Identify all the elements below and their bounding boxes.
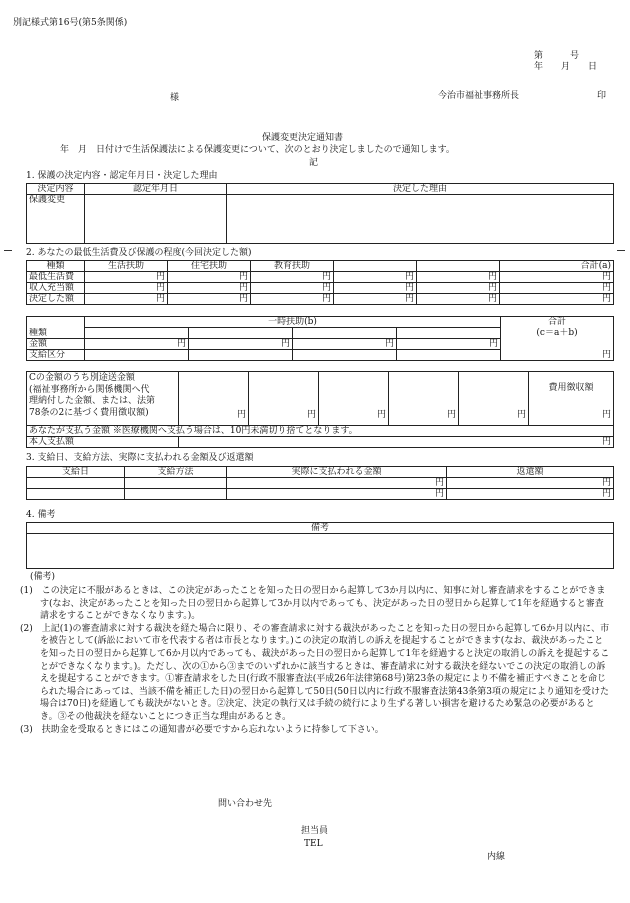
table-row: 収入充当額 円 円 円 円 円 円 (27, 283, 614, 294)
reason-header: 決定した理由 (227, 184, 614, 195)
contact-tel: TEL (304, 839, 323, 849)
document-title: 保護変更決定通知書 (262, 133, 344, 143)
section4-heading: 4. 備考 (26, 510, 56, 520)
payment-note: あなたが支払う金額 ※医療機関へ支払う場合は、10円未満切り捨てとなります。 (27, 426, 614, 437)
remarks-body (27, 534, 614, 569)
decision-header: 決定内容 (27, 184, 85, 195)
living-cost-table (26, 260, 614, 305)
contact-extension: 内線 (487, 852, 506, 862)
total-c-formula: (c＝a＋b) (501, 328, 614, 339)
temporary-aid-table: 一時扶助(b) 合計 種類 (c＝a＋b) 金額 円 円 円 円 支給区分 円 (26, 316, 614, 361)
fee-collection-label: 費用徴収額 (529, 372, 614, 405)
note-item: (1) この決定に不服があるときは、この決定があったことを知った日の翌日から起算して3か月以内に、知事に対し審査請求をすることができます(なお、決定があったことを知った日の翌日から起算して3か月以内であっても、決定があった日の翌日から起算して1年を経過すると審査請求をすることができなくなります。)。 (20, 586, 606, 622)
living-aid-header: 生活扶助 (85, 261, 168, 272)
total-a-header: 合計(a) (500, 261, 614, 272)
fold-mark-right (617, 250, 625, 251)
contact-label: 問い合わせ先 (218, 799, 273, 809)
document-date: 年 月 日 (534, 62, 598, 72)
decision-value: 保護変更 (27, 195, 85, 244)
form-reference: 別記様式第16号(第5条関係) (13, 18, 128, 28)
payment-table: 支給日 支給方法 実際に支払われる金額 返還額 円 円 円 円 (26, 466, 614, 500)
separate-remittance-label: Cの金額のうち別途送金額 (福祉事務所から関係機関へ代 理納付した金額、または、法第 78条の2に基づく費用徴収額) (27, 372, 179, 426)
table-row: 最低生活費 円 円 円 円 円 円 (27, 272, 614, 283)
document-number: 第 号 (534, 51, 580, 61)
separate-remittance-table: Cの金額のうち別途送金額 (福祉事務所から関係機関へ代 理納付した金額、または、法第 78条の2に基づく費用徴収額) 費用徴収額 円 円 円 円 円 円 あなたが支払う金額 ※医療機関へ支払う場合は、10円未満切り捨てとなります。 本人支払額 円 (26, 371, 614, 448)
fold-mark-left (4, 250, 12, 251)
seal-mark: 印 (597, 91, 607, 101)
reason-value (227, 195, 614, 244)
table-row: 円 円 (27, 489, 614, 500)
remarks-table (26, 522, 614, 569)
date-header: 認定年月日 (85, 184, 227, 195)
notes-title: (備考) (30, 572, 56, 582)
total-c-header: 合計 (501, 317, 614, 328)
date-value (85, 195, 227, 244)
temporary-aid-header: 一時扶助(b) (85, 317, 501, 328)
housing-aid-header: 住宅扶助 (168, 261, 251, 272)
remarks-header: 備考 (27, 523, 614, 534)
notes-list (20, 585, 610, 736)
self-pay-label: 本人支払額 (27, 437, 179, 448)
section2-heading: 2. あなたの最低生活費及び保護の程度(今回決定した額) (26, 248, 252, 258)
section1-heading: 1. 保護の決定内容・認定年月日・決定した理由 (26, 171, 218, 181)
decision-table (26, 183, 614, 244)
note-item: (2) 上記(1)の審査請求に対する裁決を経た場合に限り、その審査請求に対する裁決があったことを知った日の翌日から起算して6か月以内に、市を被告として(訴訟において市を代表する者は市長となります。)この決定の取消しの訴えを提起することができます(なお、裁決があったことを知った日の翌日から起算して6か月以内であっても、裁決があった日の翌日から起算して1年を経過すると決定の取消しの訴えを提起することができなくなります。)。ただし、次の①から③までのいずれかに該当するときは、審査請求に対する裁決を経ないでこの決定の取消しの訴えを提起することができます。①審査請求をした日(行政不服審査法(平成26年法律第68号)第23条の規定により不備を補正すべきことを命じられた場合にあっては、当該不備を補正した日)の翌日から起算して50日(50日以内に行政不服審査法第43条第3項の規定により通知を受けた場合は70日)を経過しても裁決がないとき。②決定、決定の執行又は手続の続行により生ずる著しい損害を避けるため緊急の必要があるとき。③その他裁決を経ないことにつき正当な理由があるとき。 (20, 623, 610, 722)
education-aid-header: 教育扶助 (251, 261, 334, 272)
ki-mark: 記 (309, 158, 319, 168)
section3-heading: 3. 支給日、支給方法、実際に支払われる金額及び返還額 (26, 453, 254, 463)
type-header: 種類 (27, 261, 85, 272)
issuer: 今治市福祉事務所長 (438, 91, 520, 101)
contact-person: 担当員 (301, 826, 329, 836)
intro-text: 年 月 日付けで生活保護法による保護変更について、次のとおり決定しましたので通知します。 (60, 145, 455, 155)
table-row: 決定した額 円 円 円 円 円 円 (27, 294, 614, 305)
table-row: 円 円 (27, 478, 614, 489)
addressee: 様 (170, 93, 180, 103)
note-item: (3) 扶助金を受取るときにはこの通知書が必要ですから忘れないように持参して下さい。 (20, 724, 384, 735)
